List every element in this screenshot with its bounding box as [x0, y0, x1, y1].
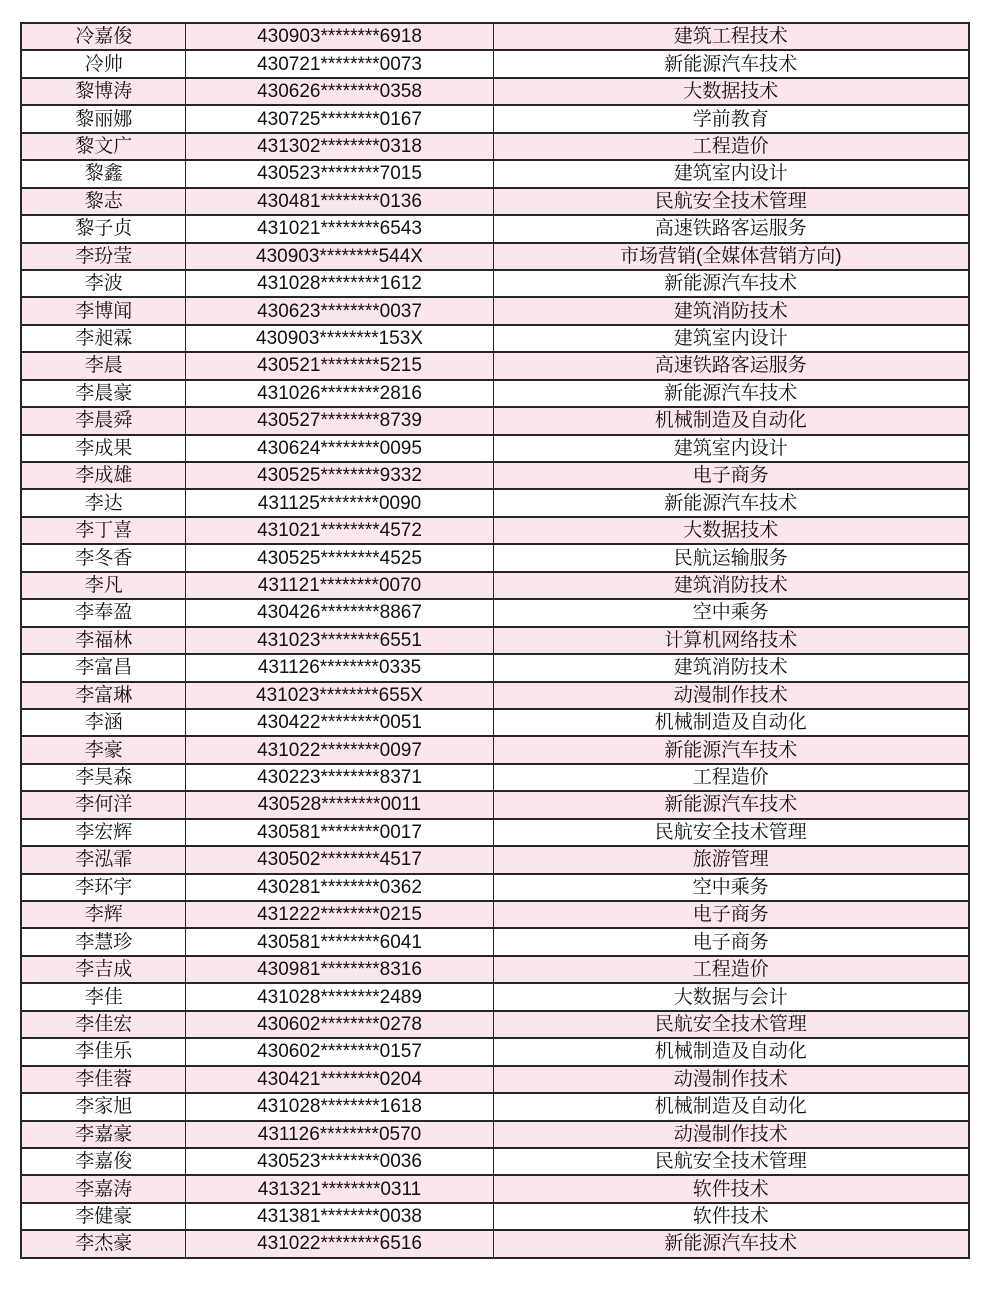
- student-name-cell: 李富琳: [21, 682, 186, 709]
- table-row: [21, 983, 969, 1010]
- student-id-cell: 431021********4572: [186, 517, 493, 544]
- table-row: [21, 1093, 969, 1120]
- table-row: [21, 819, 969, 846]
- student-id-cell: 430981********8316: [186, 956, 493, 983]
- student-major-cell: 高速铁路客运服务: [493, 215, 969, 242]
- student-name-cell: 黎子贞: [21, 215, 186, 242]
- table-row: [21, 572, 969, 599]
- student-name-cell: 李嘉俊: [21, 1148, 186, 1175]
- student-id-cell: 430422********0051: [186, 709, 493, 736]
- student-name-cell: 李成果: [21, 435, 186, 462]
- student-id-cell: 430721********0073: [186, 50, 493, 77]
- student-major-cell: 电子商务: [493, 928, 969, 955]
- student-major-cell: 软件技术: [493, 1203, 969, 1230]
- table-row: [21, 50, 969, 77]
- student-id-cell: 430523********7015: [186, 160, 493, 187]
- student-major-cell: 建筑室内设计: [493, 435, 969, 462]
- student-major-cell: 计算机网络技术: [493, 627, 969, 654]
- student-name-cell: 李何洋: [21, 791, 186, 818]
- student-roster-table: [20, 22, 970, 1259]
- student-name-cell: 李晨: [21, 352, 186, 379]
- student-major-cell: 民航安全技术管理: [493, 1148, 969, 1175]
- student-name-cell: 黎文广: [21, 133, 186, 160]
- table-row: [21, 133, 969, 160]
- student-name-cell: 黎丽娜: [21, 105, 186, 132]
- student-major-cell: 民航安全技术管理: [493, 1011, 969, 1038]
- roster-body: [21, 23, 969, 1258]
- table-row: [21, 736, 969, 763]
- student-name-cell: 李佳宏: [21, 1011, 186, 1038]
- student-name-cell: 李福林: [21, 627, 186, 654]
- student-id-cell: 430528********0011: [186, 791, 493, 818]
- student-id-cell: 430903********544X: [186, 243, 493, 270]
- student-id-cell: 430624********0095: [186, 435, 493, 462]
- table-row: [21, 435, 969, 462]
- student-major-cell: 大数据技术: [493, 517, 969, 544]
- student-major-cell: 工程造价: [493, 133, 969, 160]
- student-name-cell: 李辉: [21, 901, 186, 928]
- table-row: [21, 462, 969, 489]
- student-name-cell: 李成雄: [21, 462, 186, 489]
- student-major-cell: 动漫制作技术: [493, 1066, 969, 1093]
- table-row: [21, 928, 969, 955]
- student-major-cell: 市场营销(全媒体营销方向): [493, 243, 969, 270]
- student-major-cell: 建筑消防技术: [493, 572, 969, 599]
- student-id-cell: 430525********9332: [186, 462, 493, 489]
- table-row: [21, 243, 969, 270]
- student-id-cell: 430626********0358: [186, 78, 493, 105]
- student-major-cell: 空中乘务: [493, 874, 969, 901]
- table-row: [21, 709, 969, 736]
- student-name-cell: 李佳: [21, 983, 186, 1010]
- student-name-cell: 李昊森: [21, 764, 186, 791]
- student-major-cell: 电子商务: [493, 462, 969, 489]
- student-name-cell: 李晨舜: [21, 407, 186, 434]
- table-row: [21, 846, 969, 873]
- student-id-cell: 431381********0038: [186, 1203, 493, 1230]
- student-id-cell: 430521********5215: [186, 352, 493, 379]
- table-row: [21, 654, 969, 681]
- student-name-cell: 李博闻: [21, 297, 186, 324]
- table-row: [21, 874, 969, 901]
- student-id-cell: 430602********0157: [186, 1038, 493, 1065]
- student-major-cell: 新能源汽车技术: [493, 270, 969, 297]
- table-row: [21, 1203, 969, 1230]
- table-row: [21, 160, 969, 187]
- student-major-cell: 高速铁路客运服务: [493, 352, 969, 379]
- student-id-cell: 430502********4517: [186, 846, 493, 873]
- table-row: [21, 297, 969, 324]
- student-name-cell: 李嘉涛: [21, 1175, 186, 1202]
- table-row: [21, 599, 969, 626]
- table-row: [21, 188, 969, 215]
- table-row: [21, 270, 969, 297]
- table-row: [21, 1230, 969, 1257]
- student-name-cell: 李富昌: [21, 654, 186, 681]
- student-major-cell: 机械制造及自动化: [493, 1038, 969, 1065]
- student-major-cell: 新能源汽车技术: [493, 489, 969, 516]
- table-row: [21, 791, 969, 818]
- student-name-cell: 李丁喜: [21, 517, 186, 544]
- student-name-cell: 李健豪: [21, 1203, 186, 1230]
- student-id-cell: 431125********0090: [186, 489, 493, 516]
- student-name-cell: 李佳蓉: [21, 1066, 186, 1093]
- table-row: [21, 901, 969, 928]
- student-major-cell: 新能源汽车技术: [493, 791, 969, 818]
- student-id-cell: 431028********1618: [186, 1093, 493, 1120]
- student-major-cell: 动漫制作技术: [493, 682, 969, 709]
- table-row: [21, 105, 969, 132]
- student-major-cell: 大数据与会计: [493, 983, 969, 1010]
- student-id-cell: 431022********0097: [186, 736, 493, 763]
- table-row: [21, 544, 969, 571]
- student-id-cell: 431222********0215: [186, 901, 493, 928]
- student-id-cell: 431026********2816: [186, 380, 493, 407]
- student-major-cell: 大数据技术: [493, 78, 969, 105]
- student-name-cell: 李冬香: [21, 544, 186, 571]
- student-name-cell: 黎博涛: [21, 78, 186, 105]
- student-major-cell: 新能源汽车技术: [493, 736, 969, 763]
- student-id-cell: 430623********0037: [186, 297, 493, 324]
- student-id-cell: 431321********0311: [186, 1175, 493, 1202]
- student-major-cell: 新能源汽车技术: [493, 380, 969, 407]
- student-id-cell: 430223********8371: [186, 764, 493, 791]
- student-id-cell: 430525********4525: [186, 544, 493, 571]
- student-id-cell: 430481********0136: [186, 188, 493, 215]
- student-id-cell: 431126********0570: [186, 1121, 493, 1148]
- student-major-cell: 建筑室内设计: [493, 325, 969, 352]
- student-id-cell: 431023********6551: [186, 627, 493, 654]
- student-id-cell: 430725********0167: [186, 105, 493, 132]
- student-name-cell: 李涵: [21, 709, 186, 736]
- table-row: [21, 215, 969, 242]
- student-id-cell: 431028********1612: [186, 270, 493, 297]
- student-major-cell: 新能源汽车技术: [493, 50, 969, 77]
- student-id-cell: 431021********6543: [186, 215, 493, 242]
- student-name-cell: 李豪: [21, 736, 186, 763]
- table-row: [21, 1011, 969, 1038]
- student-id-cell: 430602********0278: [186, 1011, 493, 1038]
- student-id-cell: 430903********6918: [186, 23, 493, 50]
- student-major-cell: 电子商务: [493, 901, 969, 928]
- table-row: [21, 23, 969, 50]
- table-row: [21, 1175, 969, 1202]
- table-row: [21, 1121, 969, 1148]
- student-major-cell: 机械制造及自动化: [493, 407, 969, 434]
- table-row: [21, 1038, 969, 1065]
- table-row: [21, 1148, 969, 1175]
- student-major-cell: 软件技术: [493, 1175, 969, 1202]
- table-row: [21, 956, 969, 983]
- student-major-cell: 建筑消防技术: [493, 297, 969, 324]
- student-id-cell: 430581********0017: [186, 819, 493, 846]
- student-name-cell: 冷帅: [21, 50, 186, 77]
- student-name-cell: 黎鑫: [21, 160, 186, 187]
- table-row: [21, 1066, 969, 1093]
- student-id-cell: 431126********0335: [186, 654, 493, 681]
- student-name-cell: 李嘉豪: [21, 1121, 186, 1148]
- student-major-cell: 旅游管理: [493, 846, 969, 873]
- student-name-cell: 李达: [21, 489, 186, 516]
- student-id-cell: 430523********0036: [186, 1148, 493, 1175]
- student-major-cell: 工程造价: [493, 956, 969, 983]
- student-major-cell: 建筑消防技术: [493, 654, 969, 681]
- student-name-cell: 李泓霏: [21, 846, 186, 873]
- student-name-cell: 黎志: [21, 188, 186, 215]
- student-name-cell: 李宏辉: [21, 819, 186, 846]
- student-id-cell: 430426********8867: [186, 599, 493, 626]
- student-major-cell: 工程造价: [493, 764, 969, 791]
- table-row: [21, 325, 969, 352]
- student-id-cell: 430903********153X: [186, 325, 493, 352]
- student-major-cell: 民航安全技术管理: [493, 188, 969, 215]
- student-name-cell: 李奉盈: [21, 599, 186, 626]
- student-id-cell: 430581********6041: [186, 928, 493, 955]
- student-name-cell: 冷嘉俊: [21, 23, 186, 50]
- student-major-cell: 机械制造及自动化: [493, 1093, 969, 1120]
- student-name-cell: 李凡: [21, 572, 186, 599]
- student-id-cell: 430421********0204: [186, 1066, 493, 1093]
- student-major-cell: 学前教育: [493, 105, 969, 132]
- student-id-cell: 431121********0070: [186, 572, 493, 599]
- student-id-cell: 431022********6516: [186, 1230, 493, 1257]
- table-row: [21, 407, 969, 434]
- table-row: [21, 78, 969, 105]
- student-major-cell: 新能源汽车技术: [493, 1230, 969, 1257]
- table-row: [21, 764, 969, 791]
- student-major-cell: 建筑室内设计: [493, 160, 969, 187]
- table-row: [21, 352, 969, 379]
- student-name-cell: 李吉成: [21, 956, 186, 983]
- student-id-cell: 431028********2489: [186, 983, 493, 1010]
- student-id-cell: 430281********0362: [186, 874, 493, 901]
- student-name-cell: 李环宇: [21, 874, 186, 901]
- student-id-cell: 430527********8739: [186, 407, 493, 434]
- student-name-cell: 李家旭: [21, 1093, 186, 1120]
- student-id-cell: 431302********0318: [186, 133, 493, 160]
- table-row: [21, 517, 969, 544]
- table-row: [21, 489, 969, 516]
- student-major-cell: 机械制造及自动化: [493, 709, 969, 736]
- student-name-cell: 李晨豪: [21, 380, 186, 407]
- student-name-cell: 李昶霖: [21, 325, 186, 352]
- student-major-cell: 民航运输服务: [493, 544, 969, 571]
- student-major-cell: 动漫制作技术: [493, 1121, 969, 1148]
- table-row: [21, 380, 969, 407]
- student-id-cell: 431023********655X: [186, 682, 493, 709]
- student-name-cell: 李波: [21, 270, 186, 297]
- table-row: [21, 627, 969, 654]
- student-major-cell: 空中乘务: [493, 599, 969, 626]
- student-name-cell: 李慧珍: [21, 928, 186, 955]
- student-major-cell: 民航安全技术管理: [493, 819, 969, 846]
- student-name-cell: 李玢莹: [21, 243, 186, 270]
- student-major-cell: 建筑工程技术: [493, 23, 969, 50]
- table-row: [21, 682, 969, 709]
- student-name-cell: 李杰豪: [21, 1230, 186, 1257]
- student-name-cell: 李佳乐: [21, 1038, 186, 1065]
